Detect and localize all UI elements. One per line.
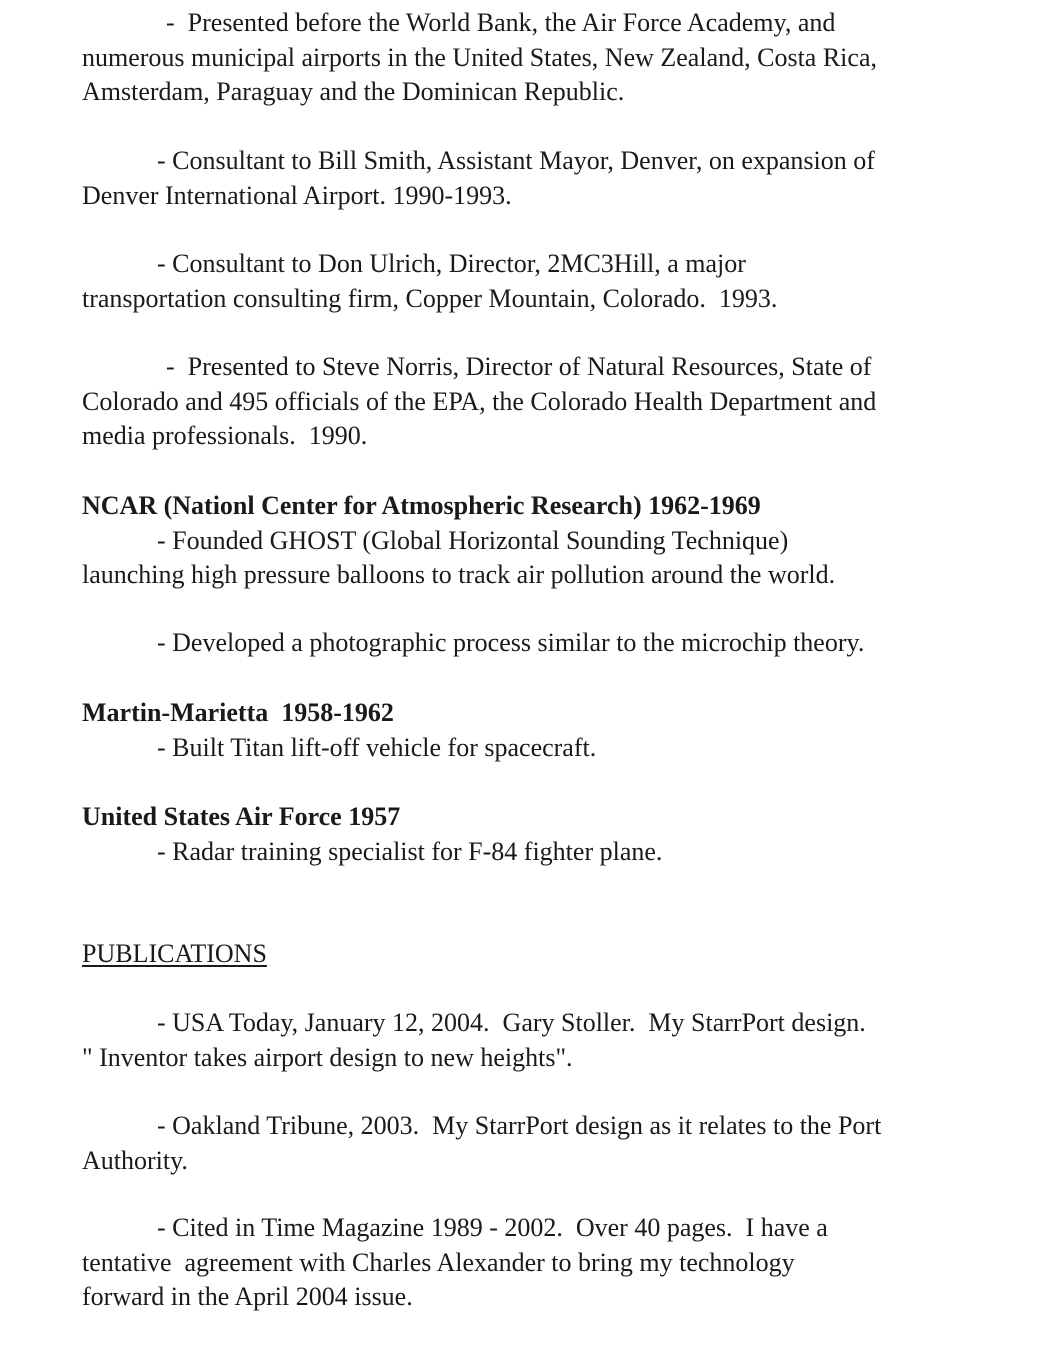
text-line: - Oakland Tribune, 2003. My StarrPort design as it relates to the Port [157,1111,882,1140]
text-line: Amsterdam, Paraguay and the Dominican Republic. [82,77,625,106]
paragraph-presented-world-bank [82,6,987,110]
text-line: Colorado and 495 officials of the EPA, the Colorado Health Department and [82,386,877,416]
text-line: Denver International Airport. 1990-1993. [82,180,512,210]
paragraph-consultant-don-ulrich [82,247,987,316]
text-line: - USA Today, January 12, 2004. Gary Stoller. My StarrPort design. [157,1008,866,1037]
paragraph-consultant-bill-smith [82,144,987,213]
text-line: - Consultant to Bill Smith, Assistant Mayor, Denver, on expansion of [157,146,875,175]
text-line: - Built Titan lift-off vehicle for spacecraft. [157,732,597,762]
text-line: - Founded GHOST (Global Horizontal Sounding Technique) [157,525,789,555]
section-heading: Martin-Marietta 1958-1962 [82,698,394,727]
paragraph-photographic-process [82,626,987,661]
text-line: - Consultant to Don Ulrich, Director, 2MC3Hill, a major [157,249,746,278]
text-line: - Presented before the World Bank, the Air Force Academy, and [166,8,836,37]
text-line: - Radar training specialist for F-84 fighter plane. [157,836,663,866]
text-line: launching high pressure balloons to track air pollution around the world. [82,560,836,589]
text-line: media professionals. 1990. [82,421,368,450]
paragraph-presented-steve-norris [82,350,987,454]
publication-item [82,1211,987,1315]
text-line: Authority. [82,1145,188,1175]
text-line: forward in the April 2004 issue. [82,1282,413,1311]
section-heading: PUBLICATIONS [82,939,267,968]
text-line: - Cited in Time Magazine 1989 - 2002. Over 40 pages. I have a [157,1213,828,1242]
publication-item [82,1006,987,1075]
text-line: - Developed a photographic process similar to the microchip theory. [157,628,865,657]
text-line: transportation consulting firm, Copper Mountain, Colorado. 1993. [82,283,778,313]
section-heading: NCAR (Nationl Center for Atmospheric Research) 1962-1969 [82,491,761,520]
publication-item [82,1109,987,1178]
section-ncar [82,489,987,593]
text-line: numerous municipal airports in the United States, New Zealand, Costa Rica, [82,42,877,72]
section-martin-marietta [82,696,987,765]
section-usaf [82,800,987,869]
text-line: - Presented to Steve Norris, Director of Natural Resources, State of [166,352,872,381]
section-heading: United States Air Force 1957 [82,802,401,831]
section-publications [82,937,987,972]
text-line: tentative agreement with Charles Alexander to bring my technology [82,1247,795,1277]
text-line: " Inventor takes airport design to new heights". [82,1042,573,1072]
